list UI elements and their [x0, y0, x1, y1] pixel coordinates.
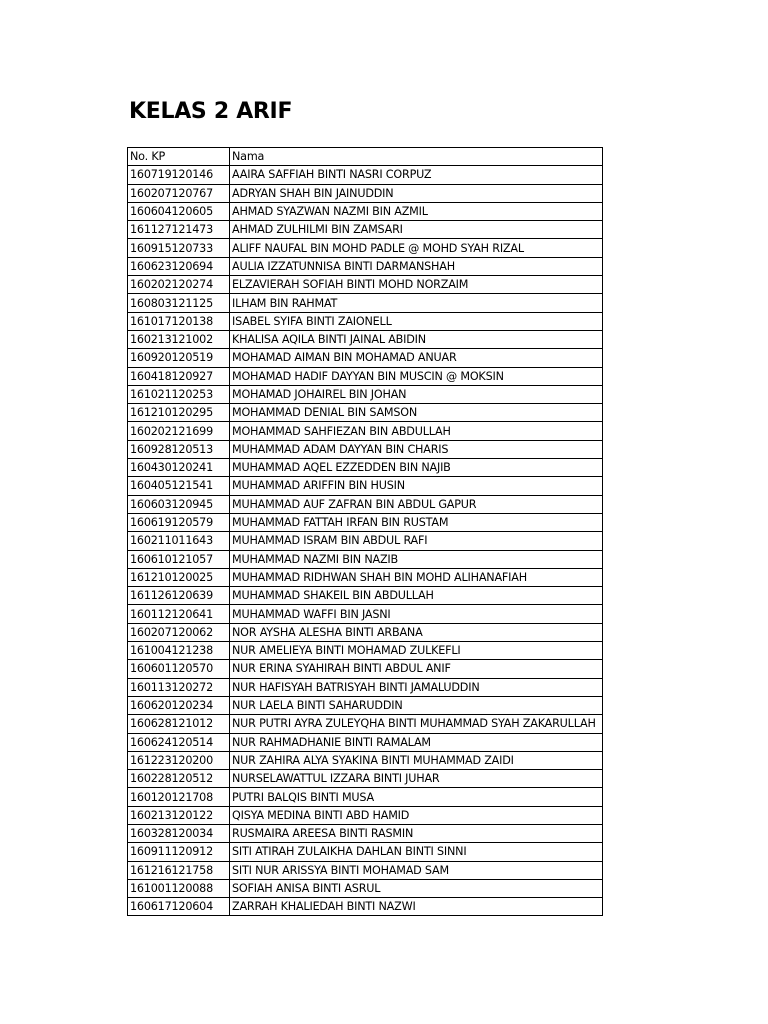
- cell-no-kp: 160202120274: [128, 276, 230, 294]
- table-row: [128, 422, 603, 440]
- cell-no-kp: 160920120519: [128, 349, 230, 367]
- cell-no-kp: 160202121699: [128, 422, 230, 440]
- table-row: [128, 239, 603, 257]
- table-row: [128, 276, 603, 294]
- table-row: [128, 513, 603, 531]
- cell-nama: NUR PUTRI AYRA ZULEYQHA BINTI MUHAMMAD SYAH ZAKARULLAH: [230, 715, 603, 733]
- cell-no-kp: 160213120122: [128, 806, 230, 824]
- cell-nama: KHALISA AQILA BINTI JAINAL ABIDIN: [230, 330, 603, 348]
- column-header-no-kp: No. KP: [128, 148, 230, 166]
- cell-nama: MUHAMMAD ISRAM BIN ABDUL RAFI: [230, 532, 603, 550]
- cell-nama: ZARRAH KHALIEDAH BINTI NAZWI: [230, 898, 603, 916]
- cell-no-kp: 160113120272: [128, 678, 230, 696]
- cell-no-kp: 160213121002: [128, 330, 230, 348]
- table-row: [128, 532, 603, 550]
- table-row: [128, 715, 603, 733]
- table-header-row: [128, 148, 603, 166]
- table-row: [128, 660, 603, 678]
- table-row: [128, 221, 603, 239]
- cell-no-kp: 160405121541: [128, 477, 230, 495]
- cell-nama: PUTRI BALQIS BINTI MUSA: [230, 788, 603, 806]
- table-row: [128, 642, 603, 660]
- cell-nama: AAIRA SAFFIAH BINTI NASRI CORPUZ: [230, 166, 603, 184]
- cell-nama: NUR LAELA BINTI SAHARUDDIN: [230, 696, 603, 714]
- table-row: [128, 550, 603, 568]
- page-title: KELAS 2 ARIF: [129, 99, 293, 124]
- cell-no-kp: 161216121758: [128, 861, 230, 879]
- cell-nama: MUHAMMAD ADAM DAYYAN BIN CHARIS: [230, 440, 603, 458]
- cell-no-kp: 160207120767: [128, 184, 230, 202]
- table-row: [128, 477, 603, 495]
- cell-nama: MUHAMMAD SHAKEIL BIN ABDULLAH: [230, 587, 603, 605]
- cell-nama: ADRYAN SHAH BIN JAINUDDIN: [230, 184, 603, 202]
- table-row: [128, 623, 603, 641]
- cell-no-kp: 160207120062: [128, 623, 230, 641]
- table-row: [128, 459, 603, 477]
- table-row: [128, 843, 603, 861]
- table-row: [128, 202, 603, 220]
- cell-no-kp: 160623120694: [128, 257, 230, 275]
- cell-nama: MUHAMMAD RIDHWAN SHAH BIN MOHD ALIHANAFIAH: [230, 568, 603, 586]
- table-row: [128, 861, 603, 879]
- cell-no-kp: 161210120295: [128, 404, 230, 422]
- cell-nama: AHMAD SYAZWAN NAZMI BIN AZMIL: [230, 202, 603, 220]
- cell-no-kp: 161127121473: [128, 221, 230, 239]
- cell-nama: MOHAMMAD SAHFIEZAN BIN ABDULLAH: [230, 422, 603, 440]
- table-row: [128, 495, 603, 513]
- table-row: [128, 349, 603, 367]
- cell-nama: MUHAMMAD ARIFFIN BIN HUSIN: [230, 477, 603, 495]
- cell-no-kp: 160603120945: [128, 495, 230, 513]
- table-row: [128, 312, 603, 330]
- cell-nama: SITI NUR ARISSYA BINTI MOHAMAD SAM: [230, 861, 603, 879]
- cell-no-kp: 161004121238: [128, 642, 230, 660]
- cell-no-kp: 160719120146: [128, 166, 230, 184]
- cell-nama: SITI ATIRAH ZULAIKHA DAHLAN BINTI SINNI: [230, 843, 603, 861]
- cell-no-kp: 161223120200: [128, 751, 230, 769]
- column-header-nama: Nama: [230, 148, 603, 166]
- cell-nama: MUHAMMAD WAFFI BIN JASNI: [230, 605, 603, 623]
- table-row: [128, 166, 603, 184]
- cell-nama: AHMAD ZULHILMI BIN ZAMSARI: [230, 221, 603, 239]
- cell-nama: MOHAMAD JOHAIREL BIN JOHAN: [230, 385, 603, 403]
- cell-no-kp: 160211011643: [128, 532, 230, 550]
- cell-nama: MUHAMMAD NAZMI BIN NAZIB: [230, 550, 603, 568]
- cell-nama: MUHAMMAD AUF ZAFRAN BIN ABDUL GAPUR: [230, 495, 603, 513]
- cell-no-kp: 160915120733: [128, 239, 230, 257]
- cell-nama: NUR ZAHIRA ALYA SYAKINA BINTI MUHAMMAD ZAIDI: [230, 751, 603, 769]
- cell-no-kp: 160911120912: [128, 843, 230, 861]
- cell-no-kp: 160620120234: [128, 696, 230, 714]
- cell-no-kp: 160120121708: [128, 788, 230, 806]
- table-row: [128, 824, 603, 842]
- cell-nama: MOHAMAD HADIF DAYYAN BIN MUSCIN @ MOKSIN: [230, 367, 603, 385]
- table-row: [128, 587, 603, 605]
- table-row: [128, 898, 603, 916]
- cell-no-kp: 160610121057: [128, 550, 230, 568]
- cell-no-kp: 160328120034: [128, 824, 230, 842]
- cell-no-kp: 160928120513: [128, 440, 230, 458]
- table-row: [128, 404, 603, 422]
- cell-nama: MUHAMMAD FATTAH IRFAN BIN RUSTAM: [230, 513, 603, 531]
- cell-nama: NOR AYSHA ALESHA BINTI ARBANA: [230, 623, 603, 641]
- cell-nama: ALIFF NAUFAL BIN MOHD PADLE @ MOHD SYAH RIZAL: [230, 239, 603, 257]
- table-row: [128, 294, 603, 312]
- cell-nama: MOHAMAD AIMAN BIN MOHAMAD ANUAR: [230, 349, 603, 367]
- student-table-body: [128, 148, 603, 916]
- cell-no-kp: 160617120604: [128, 898, 230, 916]
- cell-nama: ILHAM BIN RAHMAT: [230, 294, 603, 312]
- cell-nama: AULIA IZZATUNNISA BINTI DARMANSHAH: [230, 257, 603, 275]
- cell-no-kp: 161126120639: [128, 587, 230, 605]
- cell-nama: NUR AMELIEYA BINTI MOHAMAD ZULKEFLI: [230, 642, 603, 660]
- cell-no-kp: 161210120025: [128, 568, 230, 586]
- cell-nama: MOHAMMAD DENIAL BIN SAMSON: [230, 404, 603, 422]
- cell-no-kp: 160628121012: [128, 715, 230, 733]
- cell-no-kp: 161017120138: [128, 312, 230, 330]
- cell-no-kp: 160112120641: [128, 605, 230, 623]
- cell-nama: RUSMAIRA AREESA BINTI RASMIN: [230, 824, 603, 842]
- cell-nama: NUR RAHMADHANIE BINTI RAMALAM: [230, 733, 603, 751]
- table-row: [128, 385, 603, 403]
- table-row: [128, 568, 603, 586]
- cell-no-kp: 160418120927: [128, 367, 230, 385]
- table-row: [128, 605, 603, 623]
- cell-no-kp: 160604120605: [128, 202, 230, 220]
- table-row: [128, 367, 603, 385]
- cell-nama: NUR ERINA SYAHIRAH BINTI ABDUL ANIF: [230, 660, 603, 678]
- table-row: [128, 788, 603, 806]
- cell-no-kp: 161021120253: [128, 385, 230, 403]
- table-row: [128, 184, 603, 202]
- cell-no-kp: 160601120570: [128, 660, 230, 678]
- table-row: [128, 733, 603, 751]
- cell-no-kp: 160619120579: [128, 513, 230, 531]
- cell-no-kp: 161001120088: [128, 879, 230, 897]
- cell-nama: NURSELAWATTUL IZZARA BINTI JUHAR: [230, 770, 603, 788]
- cell-no-kp: 160228120512: [128, 770, 230, 788]
- cell-no-kp: 160624120514: [128, 733, 230, 751]
- cell-no-kp: 160430120241: [128, 459, 230, 477]
- table-row: [128, 330, 603, 348]
- table-row: [128, 678, 603, 696]
- student-table: [127, 147, 603, 916]
- table-row: [128, 751, 603, 769]
- cell-nama: SOFIAH ANISA BINTI ASRUL: [230, 879, 603, 897]
- table-row: [128, 696, 603, 714]
- table-row: [128, 257, 603, 275]
- table-row: [128, 879, 603, 897]
- table-row: [128, 440, 603, 458]
- table-row: [128, 806, 603, 824]
- cell-nama: ELZAVIERAH SOFIAH BINTI MOHD NORZAIM: [230, 276, 603, 294]
- cell-no-kp: 160803121125: [128, 294, 230, 312]
- cell-nama: MUHAMMAD AQEL EZZEDDEN BIN NAJIB: [230, 459, 603, 477]
- cell-nama: QISYA MEDINA BINTI ABD HAMID: [230, 806, 603, 824]
- cell-nama: ISABEL SYIFA BINTI ZAIONELL: [230, 312, 603, 330]
- table-row: [128, 770, 603, 788]
- cell-nama: NUR HAFISYAH BATRISYAH BINTI JAMALUDDIN: [230, 678, 603, 696]
